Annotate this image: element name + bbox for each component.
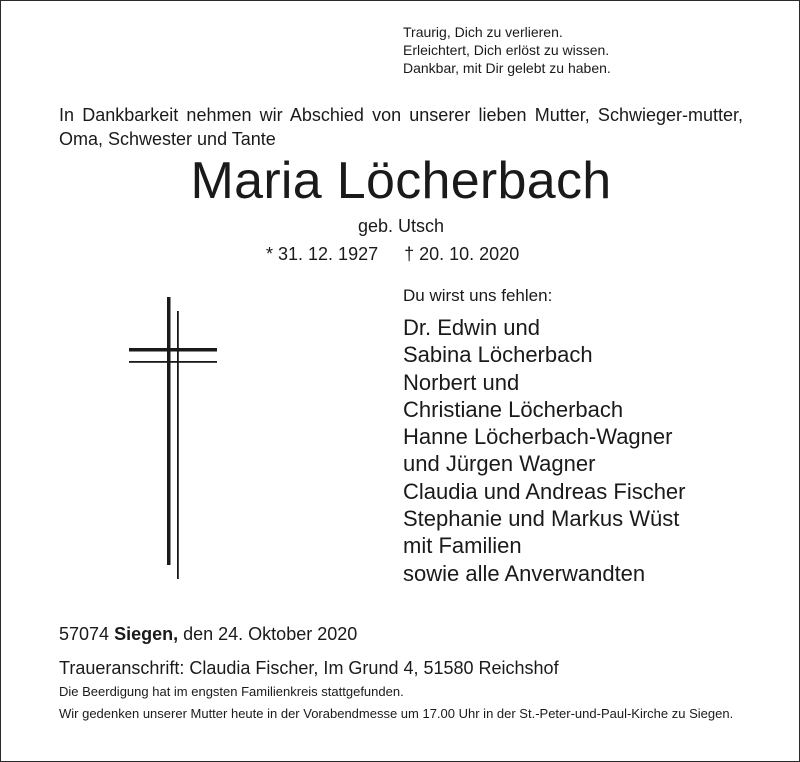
- list-item: sowie alle Anverwandten: [403, 560, 646, 586]
- quote-line: Erleichtert, Dich erlöst zu wissen.: [403, 42, 610, 58]
- list-item: Claudia und Andreas Fischer: [403, 478, 686, 504]
- quote-line: Traurig, Dich zu verlieren.: [403, 24, 563, 40]
- life-dates: [266, 243, 519, 265]
- mourning-address: Traueranschrift: Claudia Fischer, Im Grund 4, 51580 Reichshof: [59, 658, 559, 678]
- born-name: geb. Utsch: [357, 216, 445, 236]
- latin-cross-icon: [127, 297, 219, 579]
- birth-date: * 31. 12. 1927: [266, 244, 379, 264]
- place-date-line: [59, 623, 357, 645]
- deceased-name: Maria Löcherbach: [190, 152, 612, 210]
- funeral-note: Die Beerdigung hat im engsten Familienkreis stattgefunden.: [59, 684, 404, 699]
- quote-line: Dankbar, mit Dir gelebt zu haben.: [403, 60, 611, 76]
- list-item: mit Familien: [403, 533, 522, 559]
- death-date: † 20. 10. 2020: [404, 244, 520, 264]
- city: Siegen,: [114, 624, 179, 644]
- list-item: Christiane Löcherbach: [403, 396, 624, 422]
- list-item: Stephanie und Markus Wüst: [403, 506, 680, 532]
- list-item: Norbert und: [403, 369, 520, 395]
- postcode: 57074: [59, 624, 110, 644]
- quote-block: [403, 23, 611, 77]
- list-item: Hanne Löcherbach-Wagner: [403, 424, 673, 450]
- list-item: Sabina Löcherbach: [403, 342, 593, 368]
- mourners-heading: Du wirst uns fehlen:: [403, 286, 553, 305]
- notice-date: den 24. Oktober 2020: [183, 624, 358, 644]
- mourners-list: [403, 314, 686, 587]
- mass-note: Wir gedenken unserer Mutter heute in der Vorabendmesse um 17.00 Uhr in der St.-Peter-und-Paul-Kirche zu Siegen.: [59, 706, 734, 721]
- list-item: und Jürgen Wagner: [403, 451, 596, 477]
- list-item: Dr. Edwin und: [403, 315, 540, 340]
- intro-text: In Dankbarkeit nehmen wir Abschied von unserer lieben Mutter, Schwieger-mutter, Oma, Schwester und Tante: [59, 105, 743, 149]
